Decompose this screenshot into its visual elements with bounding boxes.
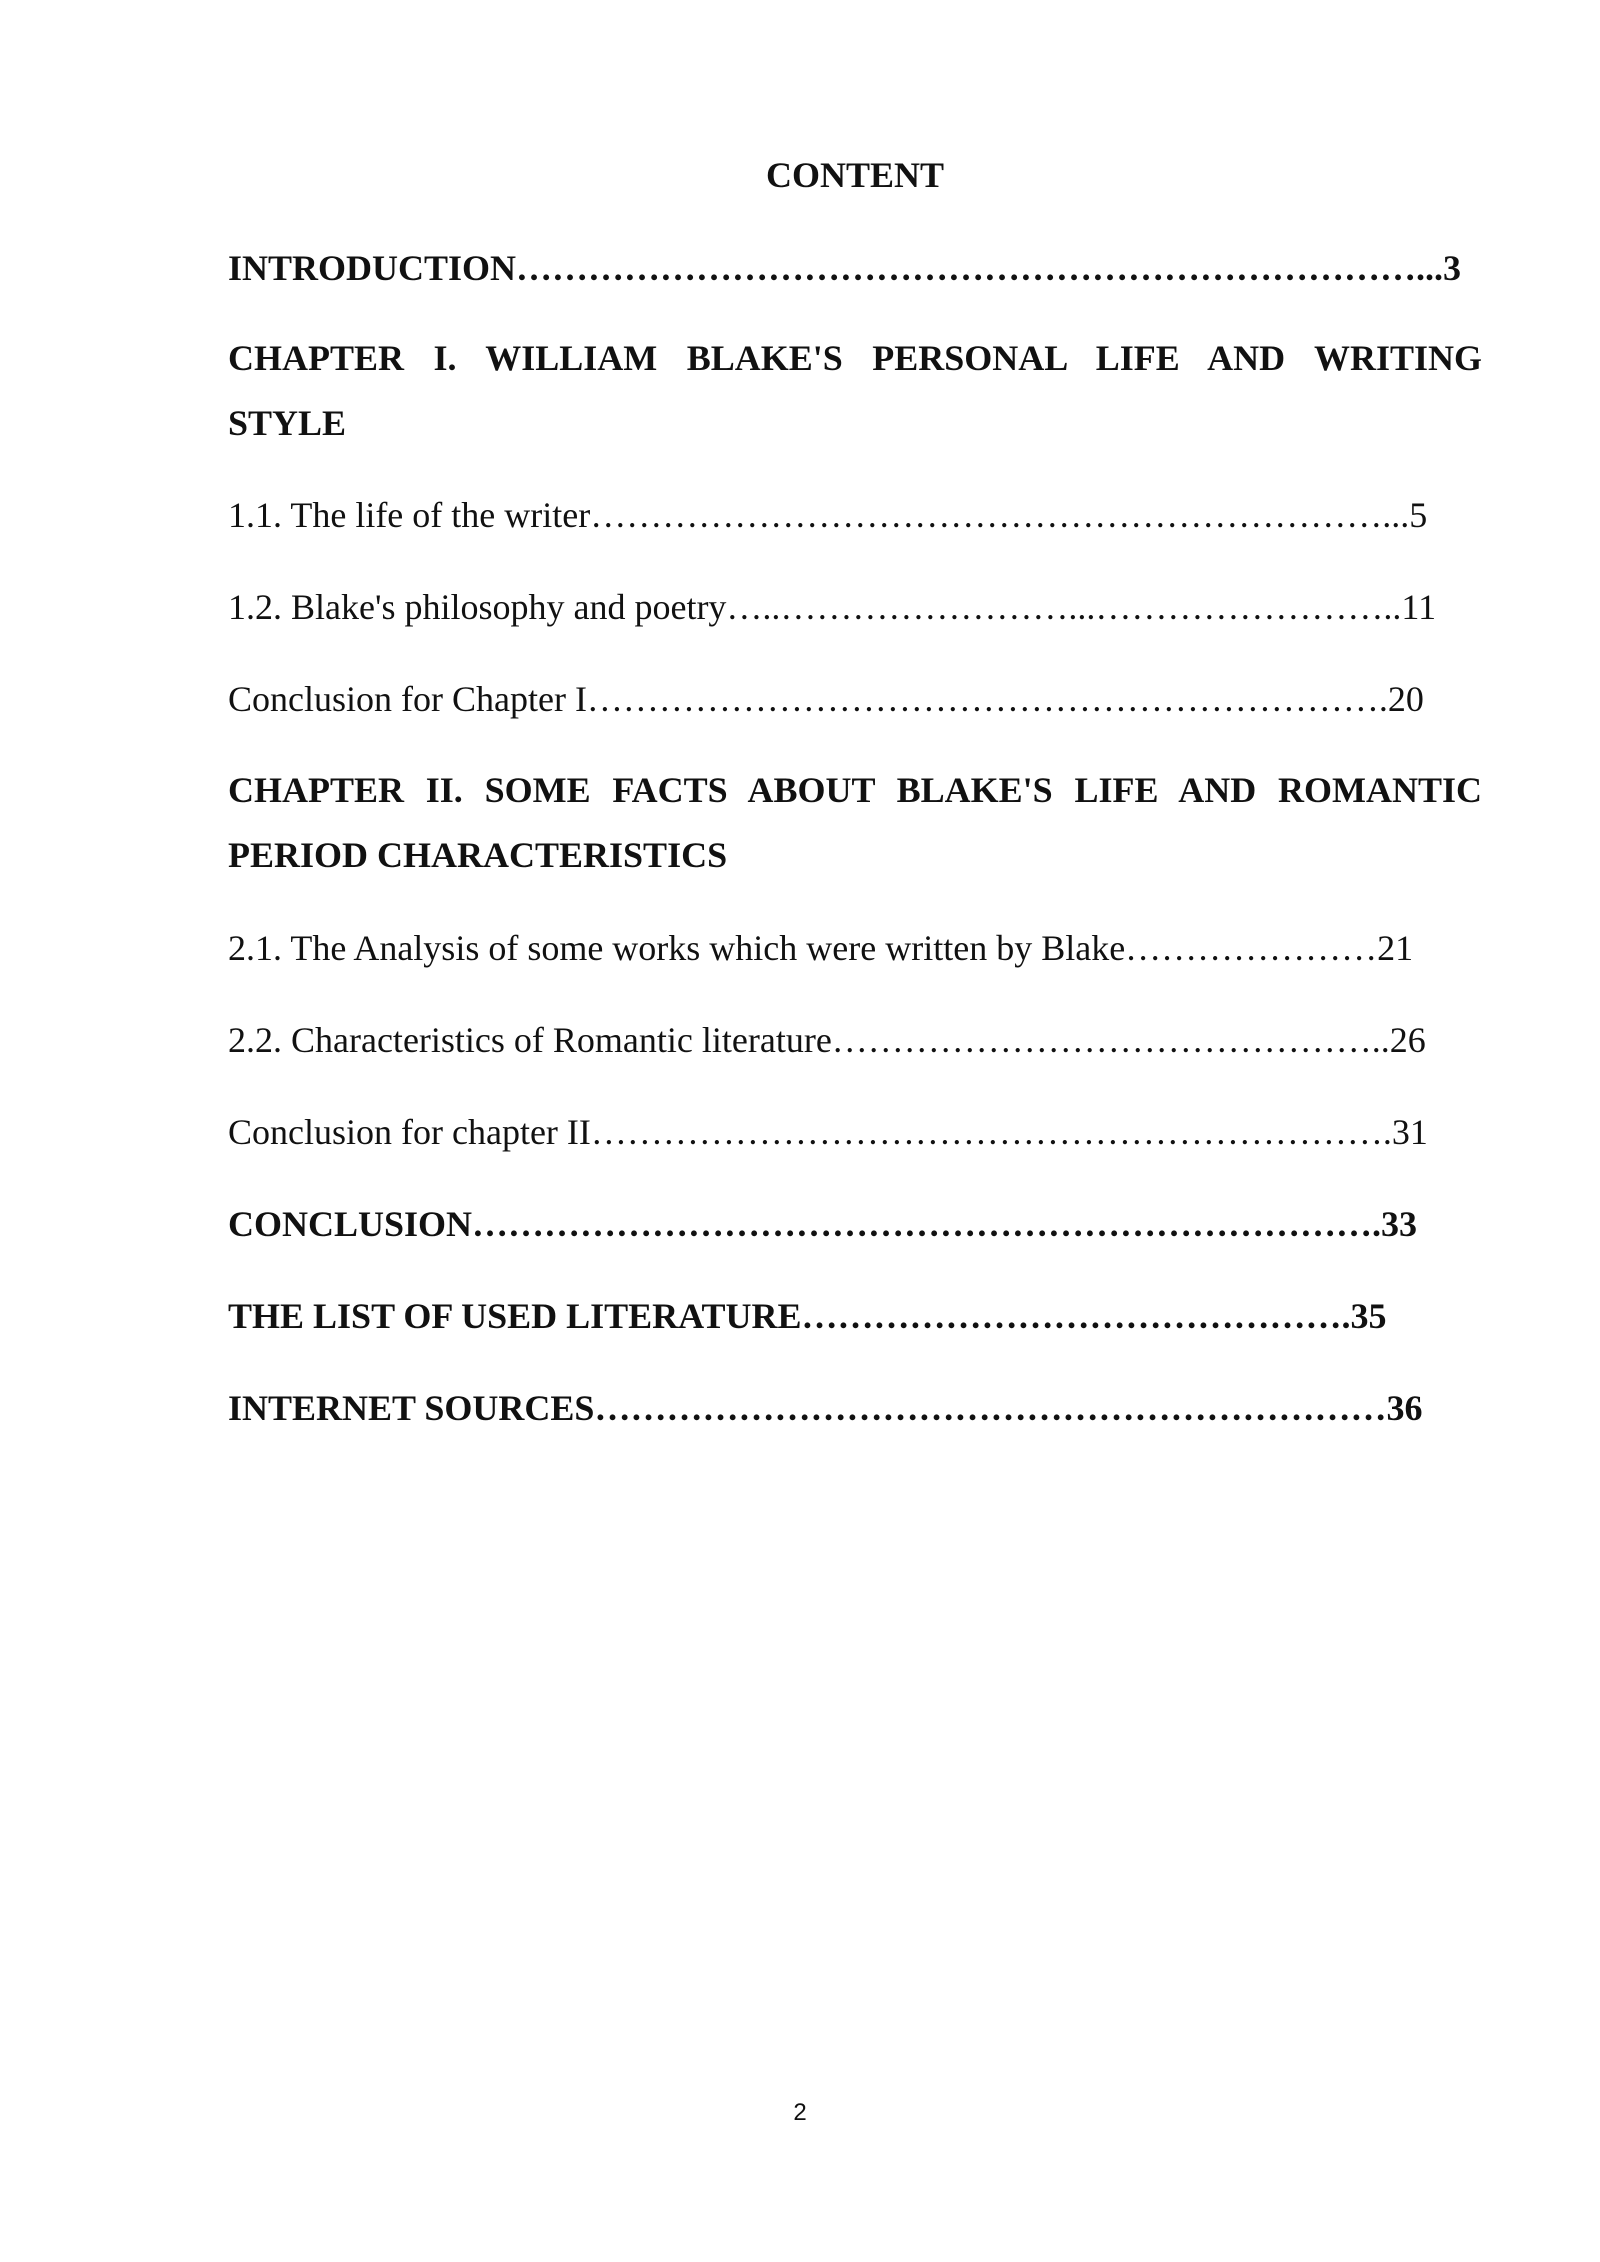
toc-entry-text: 1.2. Blake's philosophy and poetry…..……………………...……………………..11 [228, 587, 1437, 627]
page-title: CONTENT [765, 155, 945, 195]
toc-entry-conclusion-chapter-2 [228, 1107, 1482, 1157]
toc-entry-text: 2.2. Characteristics of Romantic literature………………………………………..26 [228, 1020, 1426, 1060]
toc-chapter-2-line2: PERIOD CHARACTERISTICS [228, 835, 728, 875]
toc-entry-text: INTERNET SOURCES…………………………………………………………36 [228, 1388, 1423, 1428]
toc-chapter-1-line2: STYLE [228, 403, 347, 443]
toc-entry-used-literature [228, 1291, 1482, 1341]
toc-entry-text: THE LIST OF USED LITERATURE……………………………………….35 [228, 1296, 1387, 1336]
toc-entry-text: 2.1. The Analysis of some works which were written by Blake…………………21 [228, 928, 1414, 968]
toc-entry-text: Conclusion for chapter II………………………………………………………….31 [228, 1112, 1428, 1152]
toc-entry-text: 1.1. The life of the writer…………………………………………………………...5 [228, 495, 1428, 535]
toc-entry-text: INTRODUCTION…………………………………………………………………...3 [228, 248, 1462, 288]
toc-entry-conclusion [228, 1199, 1482, 1249]
toc-entry-1-1 [228, 490, 1482, 540]
toc-chapter-1-heading [228, 326, 1482, 456]
toc-entry-internet-sources [228, 1383, 1482, 1433]
toc-entry-2-1 [228, 923, 1482, 973]
toc-entry-text: CONCLUSION………………………………………………………………….33 [228, 1204, 1418, 1244]
page-number: 2 [793, 2099, 807, 2126]
toc-entry-introduction [228, 243, 1482, 293]
toc-entry-2-2 [228, 1015, 1482, 1065]
toc-chapter-1-line1: CHAPTER I. WILLIAM BLAKE'S PERSONAL LIFE AND WRITING [228, 338, 1482, 378]
toc-entry-1-2 [228, 582, 1482, 632]
toc-entry-conclusion-chapter-1 [228, 674, 1482, 724]
toc-chapter-2-line1: CHAPTER II. SOME FACTS ABOUT BLAKE'S LIFE AND ROMANTIC [228, 770, 1482, 810]
toc-entry-text: Conclusion for Chapter I………………………………………………………….20 [228, 679, 1424, 719]
toc-chapter-2-heading [228, 758, 1482, 888]
